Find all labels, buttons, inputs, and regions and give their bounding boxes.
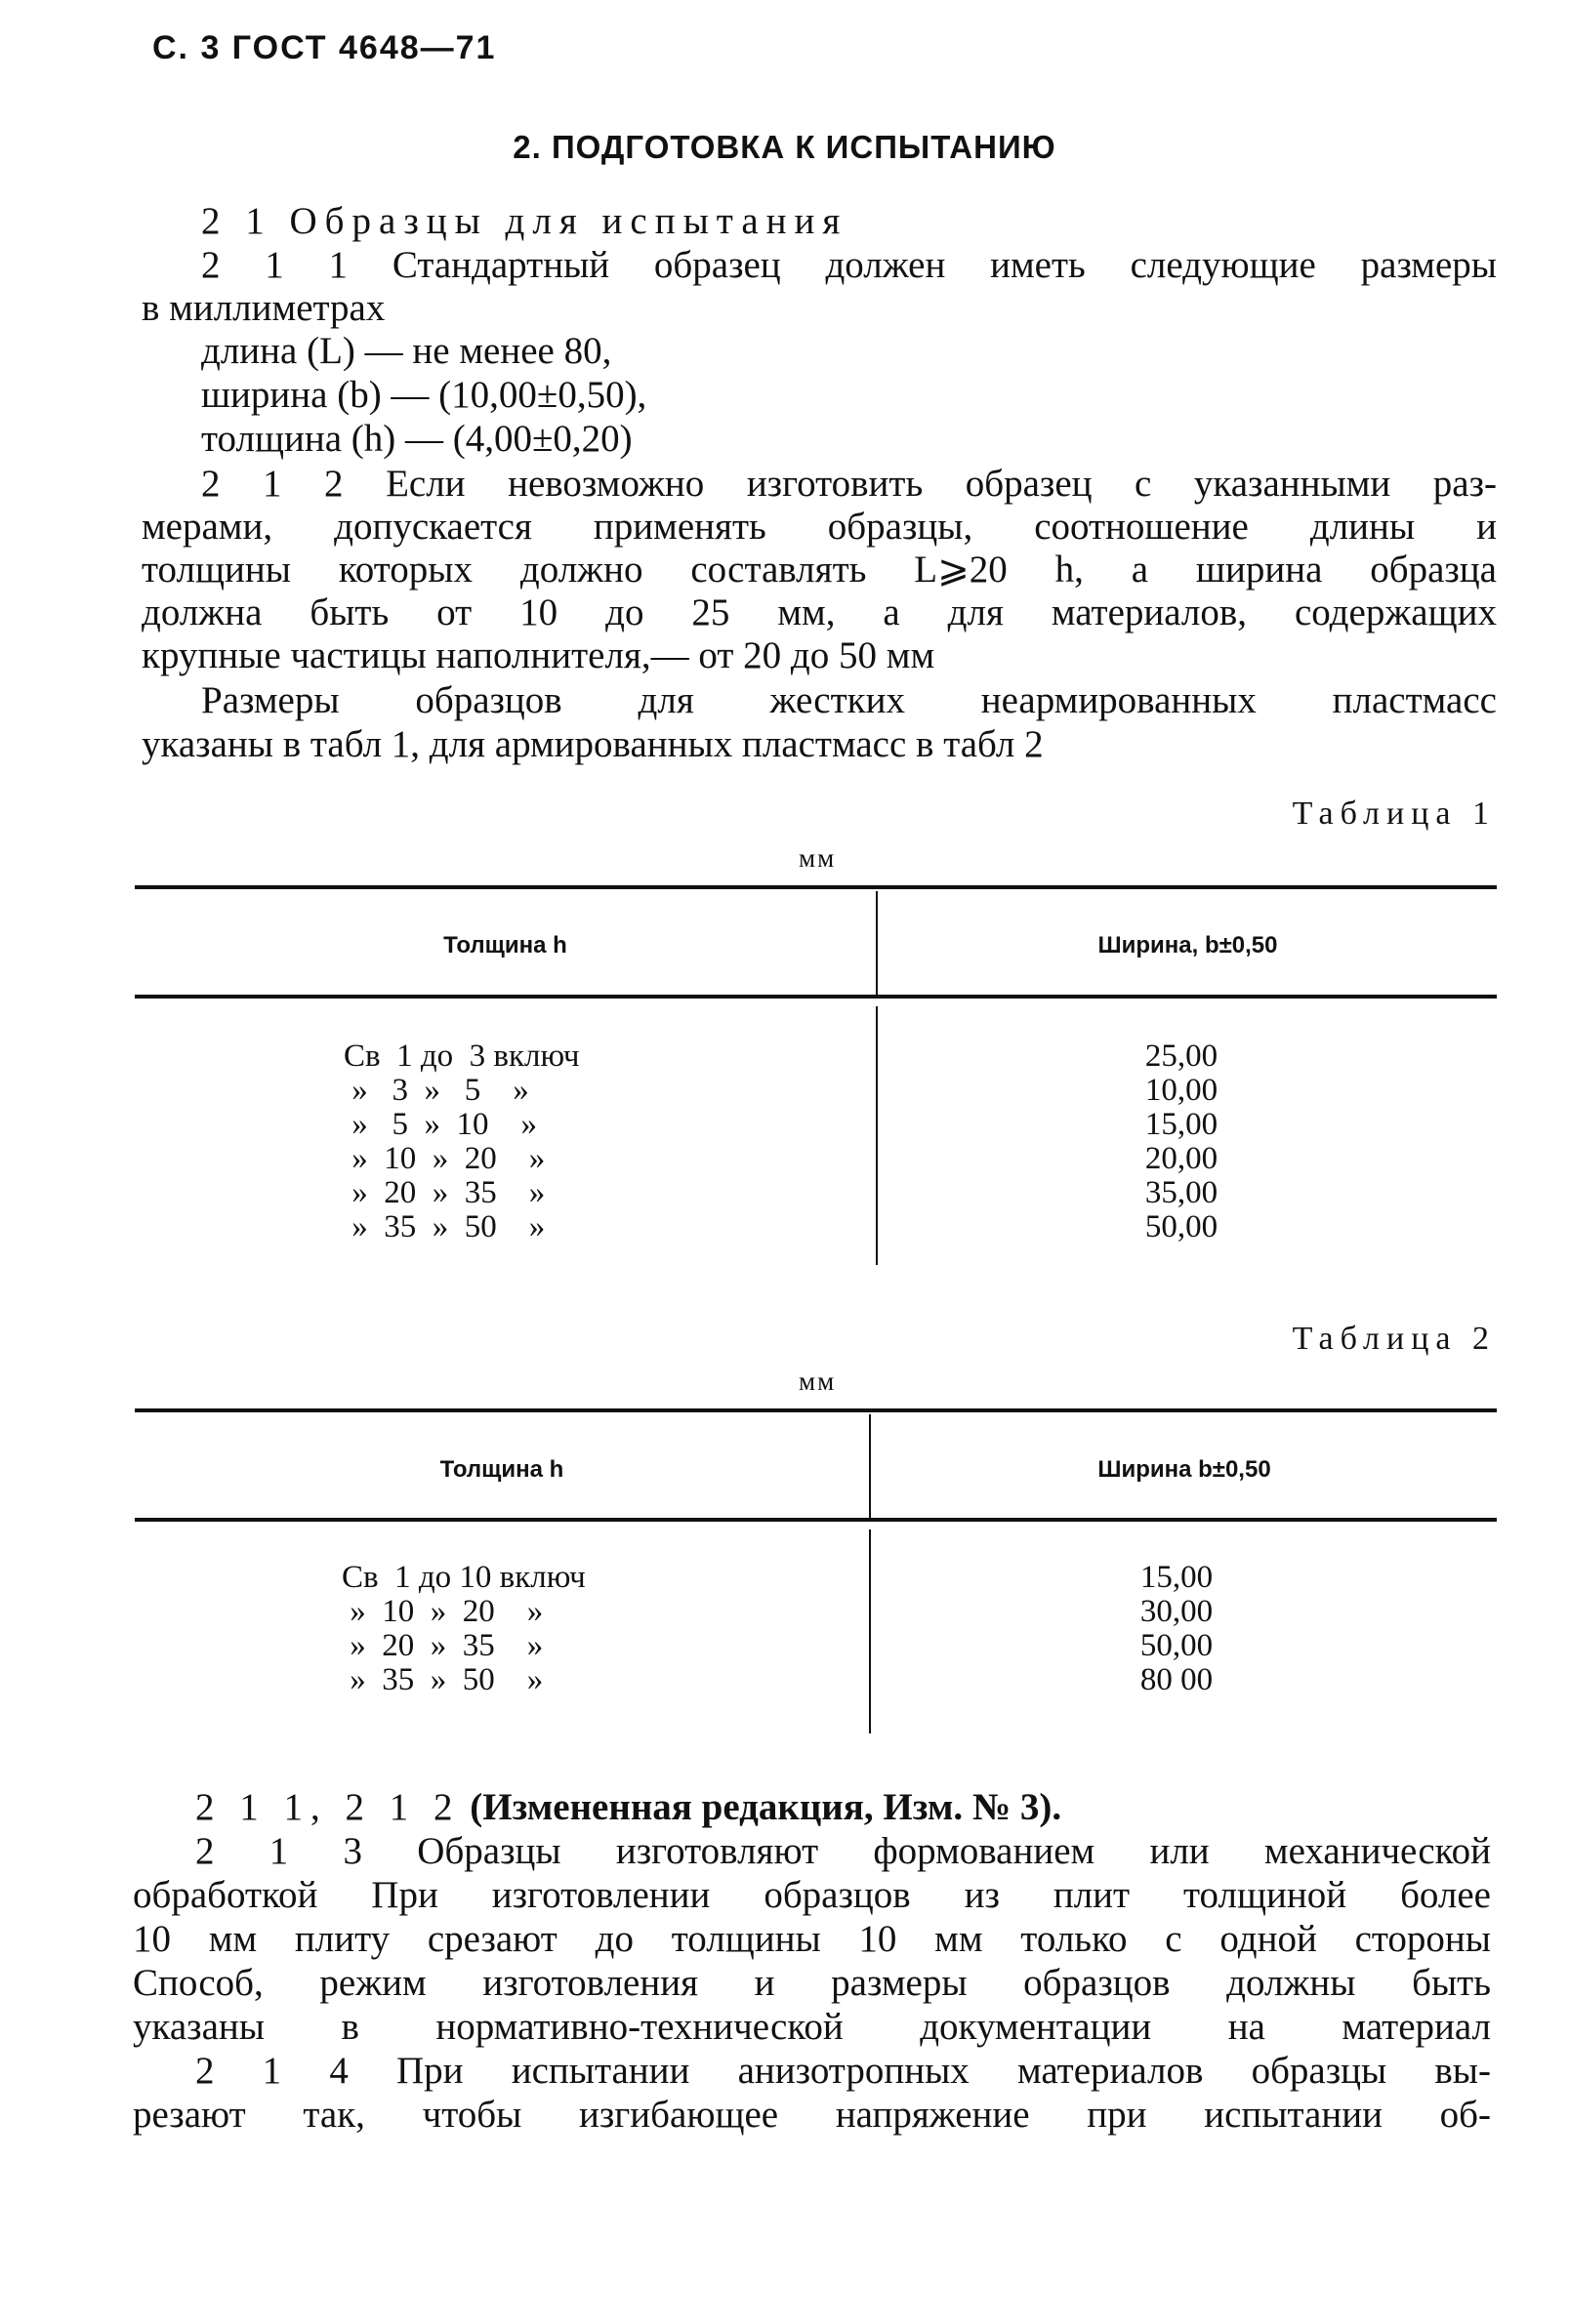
table2-row-thickness: » 35 » 50 » (342, 1662, 544, 1697)
table1-row-width: 25,00 (1144, 1039, 1218, 1074)
table2-row-thickness: Св 1 до 10 включ (342, 1560, 586, 1595)
table1-row-thickness: » 10 » 20 » (344, 1141, 546, 1176)
table1-label: Таблица 1 (1292, 795, 1496, 832)
table2-row-thickness: » 20 » 35 » (342, 1628, 544, 1663)
paragraph-2-1-2-line: должна быть от 10 до 25 мм, а для материалов, содержащих (142, 591, 1497, 633)
table2-col-width: Ширина b±0,50 (1097, 1456, 1271, 1483)
paragraph-2-1-4-line: резают так, чтобы изгибающее напряжение при испытании об- (133, 2094, 1491, 2136)
table1-col-thickness: Толщина h (443, 932, 567, 958)
paragraph-sizes-line: Размеры образцов для жестких неармированных пластмасс (201, 679, 1497, 721)
paragraph-2-1-3-line: указаны в нормативно-технической документации на материал (133, 2006, 1491, 2048)
table2-header-divider (869, 1414, 871, 1518)
table2-label: Таблица 2 (1292, 1321, 1496, 1357)
table1-header-rule (135, 995, 1497, 999)
table1-col-width: Ширина, b±0,50 (1097, 932, 1278, 958)
paragraph-2-1-2-line: мерами, допускается применять образцы, соотношение длины и (142, 506, 1497, 548)
table1-row-thickness: » 20 » 35 » (344, 1175, 546, 1210)
paragraph-2-1-2-line: 2 1 2 Если невозможно изготовить образец с указанными раз- (201, 463, 1497, 505)
table1-row-width: 50,00 (1144, 1209, 1218, 1244)
table2-row-width: 80 00 (1139, 1662, 1214, 1697)
table2-row-width: 30,00 (1139, 1594, 1214, 1629)
dimension-width: ширина (b) — (10,00±0,50), (201, 374, 647, 416)
paragraph-2-1-3-line: 10 мм плиту срезают до толщины 10 мм только с одной стороны (133, 1918, 1491, 1960)
paragraph-2-1-1-line: 2 1 1 Стандартный образец должен иметь следующие размеры (201, 244, 1497, 286)
paragraph-2-1-3-line: 2 1 3 Образцы изготовляют формованием или механической (195, 1830, 1491, 1872)
paragraph-2-1: 2 1 Образцы для испытания (201, 200, 848, 242)
dimension-length: длина (L) — не менее 80, (201, 330, 612, 372)
table1-row-thickness: » 3 » 5 » (344, 1073, 529, 1108)
dimension-thickness: толщина (h) — (4,00±0,20) (201, 418, 633, 460)
section-title: 2. ПОДГОТОВКА К ИСПЫТАНИЮ (513, 129, 1056, 165)
table2-top-rule (135, 1408, 1497, 1412)
amendment-ref: 2 1 1, 2 1 2 (195, 1786, 461, 1828)
page-header: С. 3 ГОСТ 4648—71 (152, 29, 497, 66)
paragraph-sizes-line: указаны в табл 1, для армированных пластмасс в табл 2 (142, 723, 1044, 765)
table1-row-thickness: » 5 » 10 » (344, 1107, 537, 1142)
amendment-note (195, 1786, 1061, 1829)
paragraph-2-1-2-line: толщины которых должно составлять L⩾20 h, а ширина образца (142, 549, 1497, 591)
table2-row-thickness: » 10 » 20 » (342, 1594, 544, 1629)
table1-top-rule (135, 885, 1497, 889)
paragraph-2-1-3-line: обработкой При изготовлении образцов из плит толщиной более (133, 1874, 1491, 1916)
table1-row-width: 20,00 (1144, 1141, 1218, 1176)
table1-row-width: 35,00 (1144, 1175, 1218, 1210)
table1-unit: мм (799, 843, 837, 873)
table2-row-width: 50,00 (1139, 1628, 1214, 1663)
table1-row-width: 15,00 (1144, 1107, 1218, 1142)
table2-body-divider (869, 1529, 871, 1733)
paragraph-2-1-2-line: крупные частицы наполнителя,— от 20 до 50 мм (142, 634, 935, 676)
table2-col-thickness: Толщина h (439, 1456, 564, 1483)
table2-row-width: 15,00 (1139, 1560, 1214, 1595)
paragraph-2-1-4-line: 2 1 4 При испытании анизотропных материалов образцы вы- (195, 2050, 1491, 2092)
table1-row-thickness: » 35 » 50 » (344, 1209, 546, 1244)
table1-header-divider (876, 891, 878, 995)
table1-row-thickness: Св 1 до 3 включ (344, 1039, 580, 1074)
paragraph-2-1-1-line: в миллиметрах (142, 287, 386, 329)
paragraph-2-1-3-line: Способ, режим изготовления и размеры образцов должны быть (133, 1962, 1491, 2004)
table2-header-rule (135, 1518, 1497, 1522)
table1-body-divider (876, 1006, 878, 1265)
table1-row-width: 10,00 (1144, 1073, 1218, 1108)
amendment-text: (Измененная редакция, Изм. № 3). (460, 1786, 1062, 1828)
table2-unit: мм (799, 1366, 837, 1396)
